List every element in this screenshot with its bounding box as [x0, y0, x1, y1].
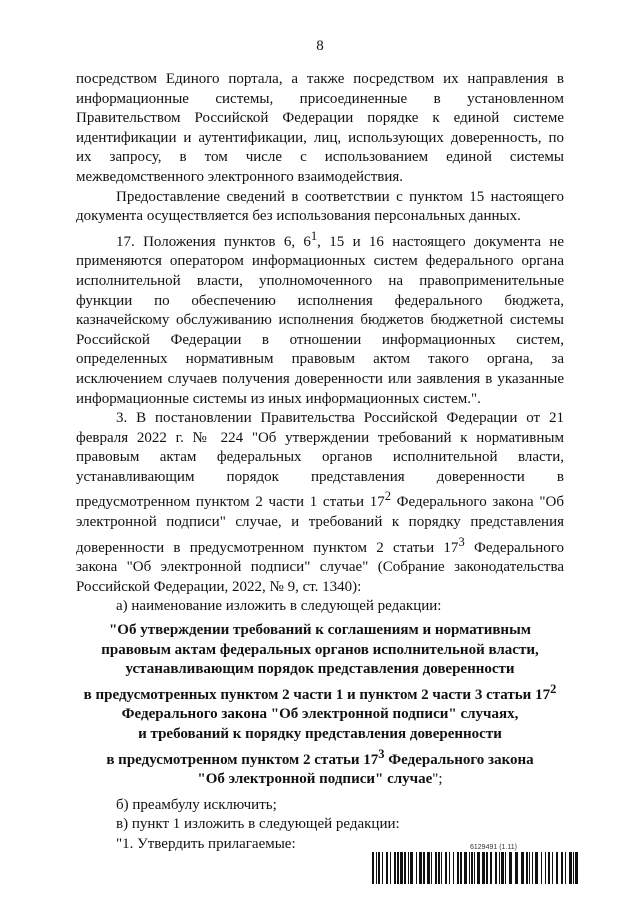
title-line: "Об утверждении требований к соглашениям и нормативным — [108, 622, 532, 639]
superscript: 3 — [458, 534, 465, 549]
superscript: 3 — [378, 746, 385, 761]
paragraph-data-provision: Предоставление сведений в соответствии с пунктом 15 настоящего документа осуществляется без использования персональных данных. — [76, 188, 564, 225]
title-line — [76, 745, 564, 771]
title-line-text: в предусмотренном пунктом 2 статьи 17 — [106, 751, 379, 768]
page-number: 8 — [316, 38, 324, 54]
barcode-number: 6129491 (1.11) — [470, 844, 517, 851]
paragraph-17-text-a: 17. Положения пунктов 6, 6 — [116, 233, 311, 250]
paragraph-3-text-c: Федерального закона "Об электронной подписи" случае" (Собрание законодательства Российской Федерации, 2022, № 9, ст. 1340): — [76, 539, 564, 595]
item-quote: "1. Утвердить прилагаемые: — [116, 835, 296, 852]
title-line-tail: "; — [432, 771, 443, 788]
superscript: 2 — [550, 681, 557, 696]
title-line: устанавливающим порядок представления доверенности — [125, 661, 515, 678]
paragraph-17-text-b: , 15 и 16 настоящего документа не применяются оператором информационных систем федерального органа исполнительной власти, уполномоченного на правоприменительные функции по обеспечению исполнения федерального бюджета, казначейскому обслуживанию исполнения бюджетов бюджетной системы Российской Федерации в отношении информационных систем, определенных нормативным правовым актом такого органа, за исключением случаев получения доверенности или заявления в указанные информационные системы из иных информационных систем.". — [76, 233, 564, 407]
title-line: правовым актам федеральных органов исполнительной власти, — [101, 641, 539, 658]
title-line-text: Федерального закона — [384, 751, 534, 768]
paragraph-3-text-a: 3. В постановлении Правительства Российской Федерации от 21 февраля 2022 г. № 224 "Об утверждении требований к нормативным правовым актам федеральных органов исполнительной власти, устанавливающим порядок представления доверенности в предусмотренном пунктом 2 части 1 статьи 17 — [76, 410, 564, 511]
paragraph-continuation: посредством Единого портала, а также посредством их направления в информационные системы, присоединенные в установленном Правительством Российской Федерации порядке к единой системе идентификации и аутентификации, лиц, использующих доверенность, по их запросу, в том числе с использованием единой системы межведомственного электронного взаимодействия. — [76, 71, 564, 185]
paragraph-3-text-b: Федерального закона "Об электронной подписи" случае, и требований к порядку представления доверенности в предусмотренном пунктом 2 статьи 17 — [76, 494, 564, 556]
title-line — [76, 680, 564, 706]
paragraph-3 — [76, 409, 564, 597]
superscript: 2 — [384, 489, 391, 504]
title-line-text: в предусмотренных пунктом 2 части 1 и пунктом 2 части 3 статьи 17 — [83, 686, 551, 703]
barcode-icon — [372, 852, 578, 884]
title-line: Федерального закона "Об электронной подписи" случаях, — [121, 706, 519, 723]
document-body — [76, 70, 564, 855]
item-b: б) преамбулу исключить; — [116, 796, 277, 813]
item-a: а) наименование изложить в следующей редакции: — [116, 598, 442, 615]
title-line — [76, 770, 564, 790]
title-line-text: "Об электронной подписи" случае — [197, 771, 433, 788]
title-line: и требований к порядку представления доверенности — [138, 726, 502, 742]
new-title-block — [76, 621, 564, 790]
paragraph-17 — [76, 227, 564, 409]
item-v: в) пункт 1 изложить в следующей редакции: — [116, 816, 400, 833]
superscript: 1 — [310, 228, 318, 243]
